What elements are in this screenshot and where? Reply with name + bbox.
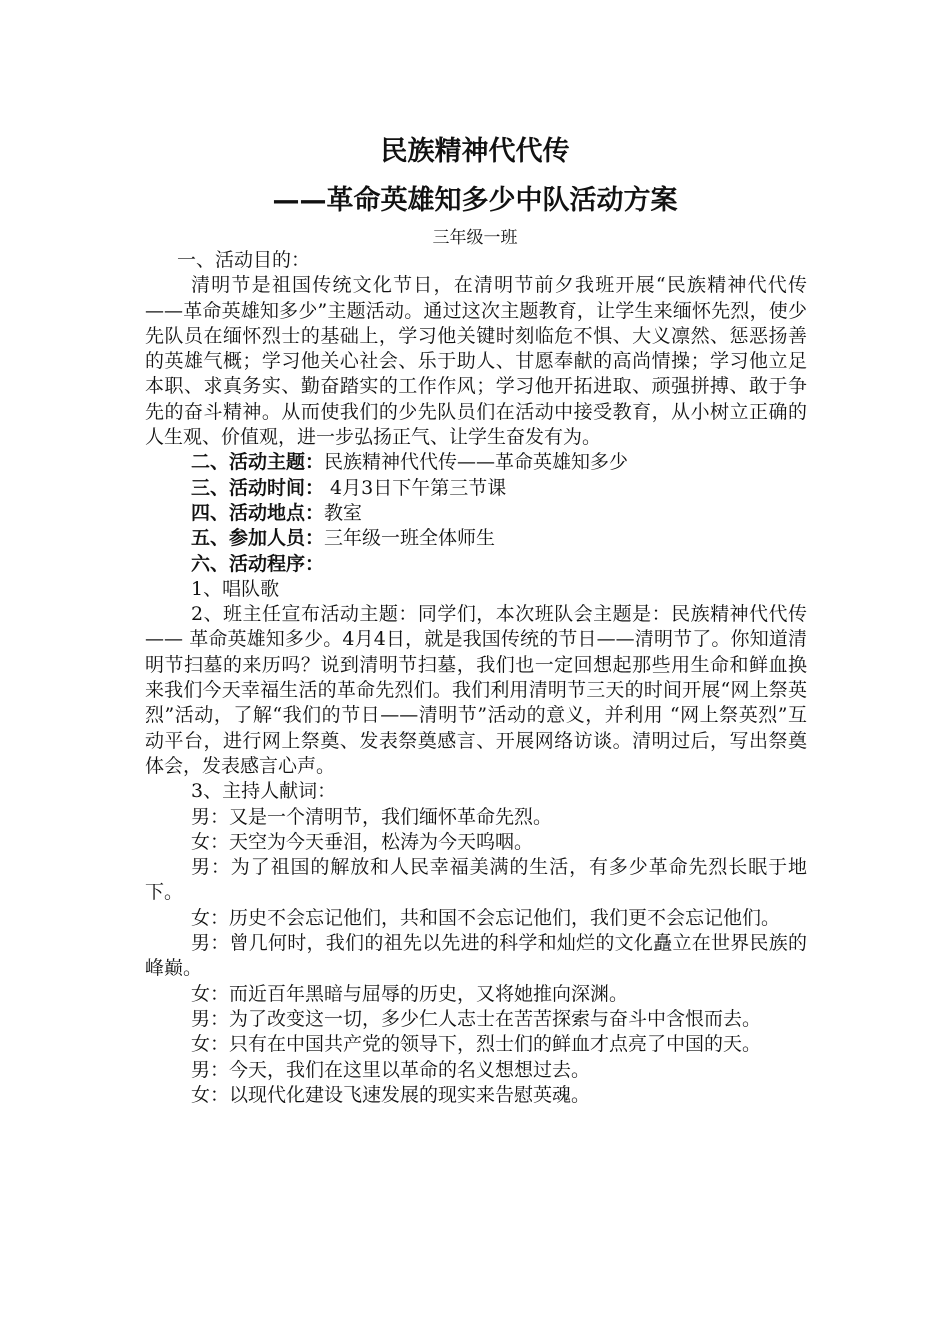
theme-line	[145, 450, 807, 475]
dialogue-line: 女：而近百年黑暗与屈辱的历史，又将她推向深渊。	[191, 982, 629, 1005]
document-title: 民族精神代代传	[380, 136, 570, 167]
class-name: 三年级一班	[432, 228, 518, 248]
people-value: 三年级一班全体师生	[324, 527, 496, 550]
section-heading-purpose: 一、活动目的：	[177, 249, 311, 271]
dialogue-line: 男：曾几何时，我们的祖先以先进的科学和灿烂的文化矗立在世界民族的峰巅。	[145, 932, 807, 980]
place-value: 教室	[324, 501, 363, 524]
program-label: 六、活动程序：	[191, 552, 325, 575]
time-label: 三、活动时间：	[191, 476, 325, 499]
document-body	[145, 248, 807, 1108]
purpose-paragraph: 清明节是祖国传统文化节日，在清明节前夕我班开展“民族精神代代传——革命英雄知多少”主题活动。通过这次主题教育，让学生来缅怀先烈，使少先队员在缅怀烈士的基础上，学习他关键时刻临危不惧、大义凛然、惩恶扬善的英雄气概；学习他关心社会、乐于助人、甘愿奉献的高尚情操；学习他立足本职、求真务实、勤奋踏实的工作作风；学习他开拓进取、顽强拼搏、敢于争先的奋斗精神。从而使我们的少先队员们在活动中接受教育，从小树立正确的人生观、价值观，进一步弘扬正气、让学生奋发有为。	[145, 274, 807, 449]
theme-label: 二、活动主题：	[191, 451, 325, 474]
time-line	[145, 476, 807, 501]
step-2: 2、班主任宣布活动主题：同学们，本次班队会主题是：民族精神代代传—— 革命英雄知多少。4月4日，就是我国传统的节日——清明节了。你知道清明节扫墓的来历吗？说到清明节扫墓，我们也一定回想起那些用生命和鲜血换来我们今天幸福生活的革命先烈们。我们利用清明节三天的时间开展“网上祭英烈”活动，了解“我们的节日——清明节”活动的意义，并利用 “网上祭英烈”互动平台，进行网上祭奠、发表祭奠感言、开展网络访谈。清明过后，写出祭奠体会，发表感言心声。	[145, 603, 807, 777]
step-1: 1、唱队歌	[191, 577, 280, 600]
place-line	[145, 501, 807, 526]
document-subtitle: ——革命英雄知多少中队活动方案	[272, 185, 678, 216]
dialogue-line: 男：为了改变这一切，多少仁人志士在苦苦探索与奋斗中含恨而去。	[191, 1007, 762, 1030]
time-value: 4月3日下午第三节课	[324, 476, 507, 499]
place-label: 四、活动地点：	[191, 501, 325, 524]
dialogue-line: 男：又是一个清明节，我们缅怀革命先烈。	[191, 805, 553, 828]
dialogue-line: 男：今天，我们在这里以革命的名义想想过去。	[191, 1058, 591, 1081]
program-line	[145, 552, 807, 577]
dialogue-line: 女：天空为今天垂泪，松涛为今天呜咽。	[191, 830, 534, 853]
dialogue-line: 女：只有在中国共产党的领导下，烈士们的鲜血才点亮了中国的天。	[191, 1033, 762, 1056]
dialogue-line: 男：为了祖国的解放和人民幸福美满的生活，有多少革命先烈长眠于地下。	[145, 856, 807, 904]
dialogue-line: 女：历史不会忘记他们，共和国不会忘记他们，我们更不会忘记他们。	[191, 906, 781, 929]
people-label: 五、参加人员：	[191, 527, 325, 550]
step-3: 3、主持人献词：	[191, 780, 337, 803]
dialogue-line: 女：以现代化建设飞速发展的现实来告慰英魂。	[191, 1083, 591, 1106]
theme-value: 民族精神代代传——革命英雄知多少	[324, 451, 629, 474]
people-line	[145, 526, 807, 551]
